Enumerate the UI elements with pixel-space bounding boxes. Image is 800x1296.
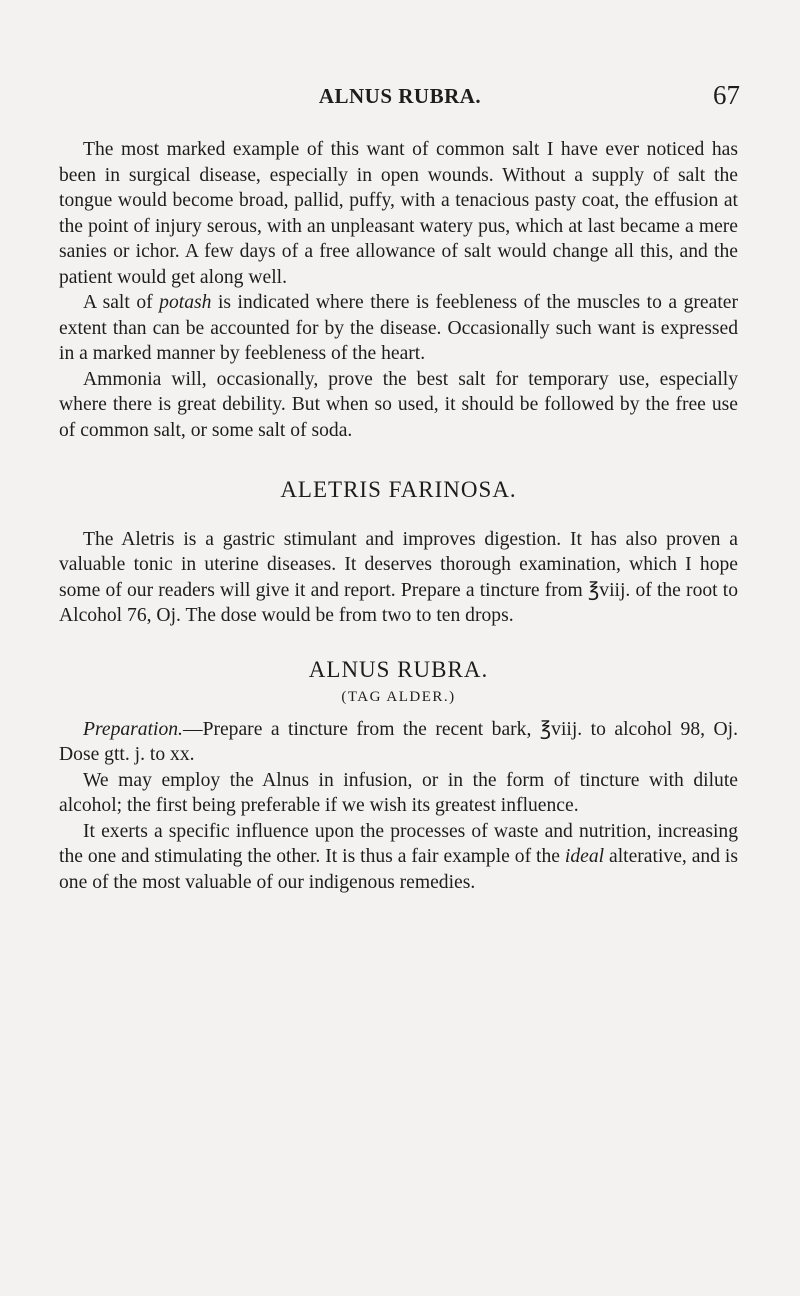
text-span: alterative, and is one of the most valuable of our indigenous remedies.: [59, 846, 738, 893]
alnus-paragraph-3: [59, 819, 738, 896]
salt-paragraph-2: [59, 290, 738, 367]
italic-term-ideal: ideal: [564, 846, 605, 867]
section-subheading-tag-alder: (TAG ALDER.): [341, 689, 456, 705]
text-span: A salt of: [83, 292, 160, 313]
preparation-label: Preparation.: [83, 718, 183, 740]
text-span: is indicated where there is feebleness of the muscles to a greater extent than can be accounted for by the disease. Occasionally such want is expressed in a marked manner by feebleness of the heart.: [59, 292, 738, 364]
page-number: 67: [713, 80, 740, 110]
text-span: It exerts a specific influence upon the processes of waste and nutrition, increasing the one and stimulating the other. It is thus a fair example of the: [59, 820, 738, 867]
aletris-paragraph-1: The Aletris is a gastric stimulant and improves digestion. It has also proven a valuable tonic in uterine diseases. It deserves thorough examination, which I hope some of our readers will give it and report. Prepare a tincture from ℥viij. of the root to Alcohol 76, Oj. The dose would be from two to ten drops.: [59, 528, 738, 626]
italic-term-potash: potash: [159, 292, 212, 313]
running-title: ALNUS RUBRA.: [318, 84, 482, 108]
text-span: —Prepare a tincture from the recent bark, ℥viij. to alcohol 98, Oj. Dose gtt. j. to xx.: [59, 718, 738, 765]
section-heading-alnus: ALNUS RUBRA.: [308, 656, 489, 682]
salt-paragraph-1: The most marked example of this want of common salt I have ever noticed has been in surgical disease, especially in open wounds. Without a supply of salt the tongue would become broad, pallid, puffy, with a tenacious pasty coat, the effusion at the point of injury serous, with an unpleasant watery pus, which at last became a mere sanies or ichor. A few days of a free allowance of salt would change all this, and the patient would get along well.: [59, 139, 738, 288]
running-head: [60, 80, 740, 114]
page-body: [59, 137, 738, 895]
alnus-preparation-paragraph: [59, 717, 738, 768]
salt-paragraph-3: Ammonia will, occasionally, prove the best salt for temporary use, especially where there is great debility. But when so used, it should be followed by the free use of common salt, or some salt of soda.: [59, 368, 738, 441]
alnus-paragraph-2: We may employ the Alnus in infusion, or in the form of tincture with dilute alcohol; the first being preferable if we wish its greatest influence.: [59, 769, 738, 816]
section-heading-aletris: ALETRIS FARINOSA.: [280, 477, 517, 502]
